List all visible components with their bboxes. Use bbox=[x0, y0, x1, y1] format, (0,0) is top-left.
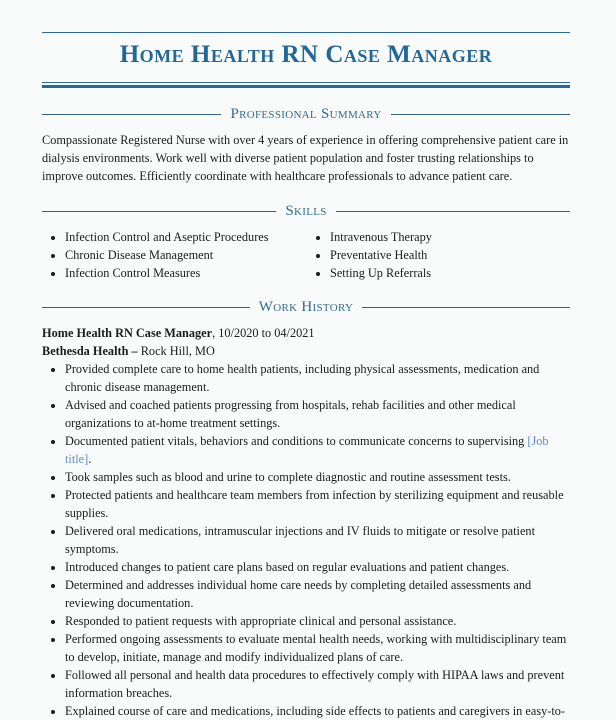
job-bullets bbox=[42, 360, 576, 720]
skills-list bbox=[42, 228, 570, 282]
job-bullet: • Explained course of care and medications, including side effects to patients and caregivers in easy-to- bbox=[65, 702, 576, 720]
job-bullet: • Introduced changes to patient care plans based on regular evaluations and patient changes. bbox=[65, 558, 576, 576]
section-title: Work History bbox=[258, 298, 354, 315]
job-bullet: • Took samples such as blood and urine to complete diagnostic and routine assessment tests. bbox=[65, 468, 576, 486]
section-heading-skills bbox=[42, 201, 570, 221]
header-top-rule bbox=[42, 32, 570, 33]
skills-column-right bbox=[307, 228, 570, 282]
section-title: Skills bbox=[285, 202, 327, 219]
job-title: Home Health RN Case Manager bbox=[42, 326, 213, 340]
skill-item: • Preventative Health bbox=[330, 246, 570, 264]
job-bullet: • Determined and addresses individual home care needs by completing detailed assessments and reviewing documentation. bbox=[65, 576, 576, 612]
divider bbox=[391, 114, 570, 115]
job-bullet: • Provided complete care to home health patients, including physical assessments, medication and chronic disease management. bbox=[65, 360, 576, 396]
divider bbox=[42, 307, 250, 308]
job-bullet: • Protected patients and healthcare team members from infection by sterilizing equipment and reusable supplies. bbox=[65, 486, 576, 522]
job-bullet-end: . bbox=[88, 452, 92, 466]
employer-line bbox=[42, 342, 576, 360]
job-bullet: • Followed all personal and health data procedures to effectively comply with HIPAA laws and prevent information breaches. bbox=[65, 666, 576, 702]
skill-item: • Chronic Disease Management bbox=[65, 246, 307, 264]
skill-item: • Setting Up Referrals bbox=[330, 264, 570, 282]
job-bullet: • Delivered oral medications, intramuscular injections and IV fluids to mitigate or resolve patient symptoms. bbox=[65, 522, 576, 558]
skill-item: • Intravenous Therapy bbox=[330, 228, 570, 246]
skills-column-left bbox=[42, 228, 307, 282]
divider bbox=[42, 211, 276, 212]
skill-item: • Infection Control and Aseptic Procedures bbox=[65, 228, 307, 246]
skill-item: • Infection Control Measures bbox=[65, 264, 307, 282]
job-location: Rock Hill, MO bbox=[140, 344, 215, 358]
summary-text: Compassionate Registered Nurse with over 4 years of experience in offering comprehensive patient care in dialysis environments. Work well with diverse patient population and foster trusting relationships to improve outcomes. Efficiently coordinate with healthcare professionals to advance patient care. bbox=[42, 133, 569, 183]
job-entry bbox=[42, 324, 576, 720]
job-dates: , 10/2020 to 04/2021 bbox=[212, 326, 315, 340]
section-heading-work-history bbox=[42, 297, 570, 317]
job-title-placeholder: [Job title] bbox=[65, 434, 549, 466]
header-bottom-thick-rule bbox=[42, 85, 570, 88]
job-title-line bbox=[42, 324, 576, 342]
job-bullet bbox=[65, 432, 576, 468]
resume-title: Home Health RN Case Manager bbox=[119, 41, 493, 68]
divider bbox=[362, 307, 570, 308]
section-heading-summary bbox=[42, 104, 570, 124]
job-bullet: • Responded to patient requests with appropriate clinical and personal assistance. bbox=[65, 612, 576, 630]
divider bbox=[336, 211, 570, 212]
job-bullet-text: Documented patient vitals, behaviors and conditions to communicate concerns to supervising bbox=[65, 434, 528, 448]
employer-name: Bethesda Health bbox=[42, 344, 129, 358]
divider bbox=[42, 114, 221, 115]
job-bullet: • Performed ongoing assessments to evaluate mental health needs, working with multidisciplinary team to develop, initiate, manage and modify individualized plans of care. bbox=[65, 630, 576, 666]
header-bottom-thin-rule bbox=[42, 82, 570, 83]
section-title: Professional Summary bbox=[230, 105, 382, 122]
employer-separator: – bbox=[128, 344, 141, 358]
job-bullet: • Advised and coached patients progressing from hospitals, rehab facilities and other medical organizations to at-home treatment settings. bbox=[65, 396, 576, 432]
